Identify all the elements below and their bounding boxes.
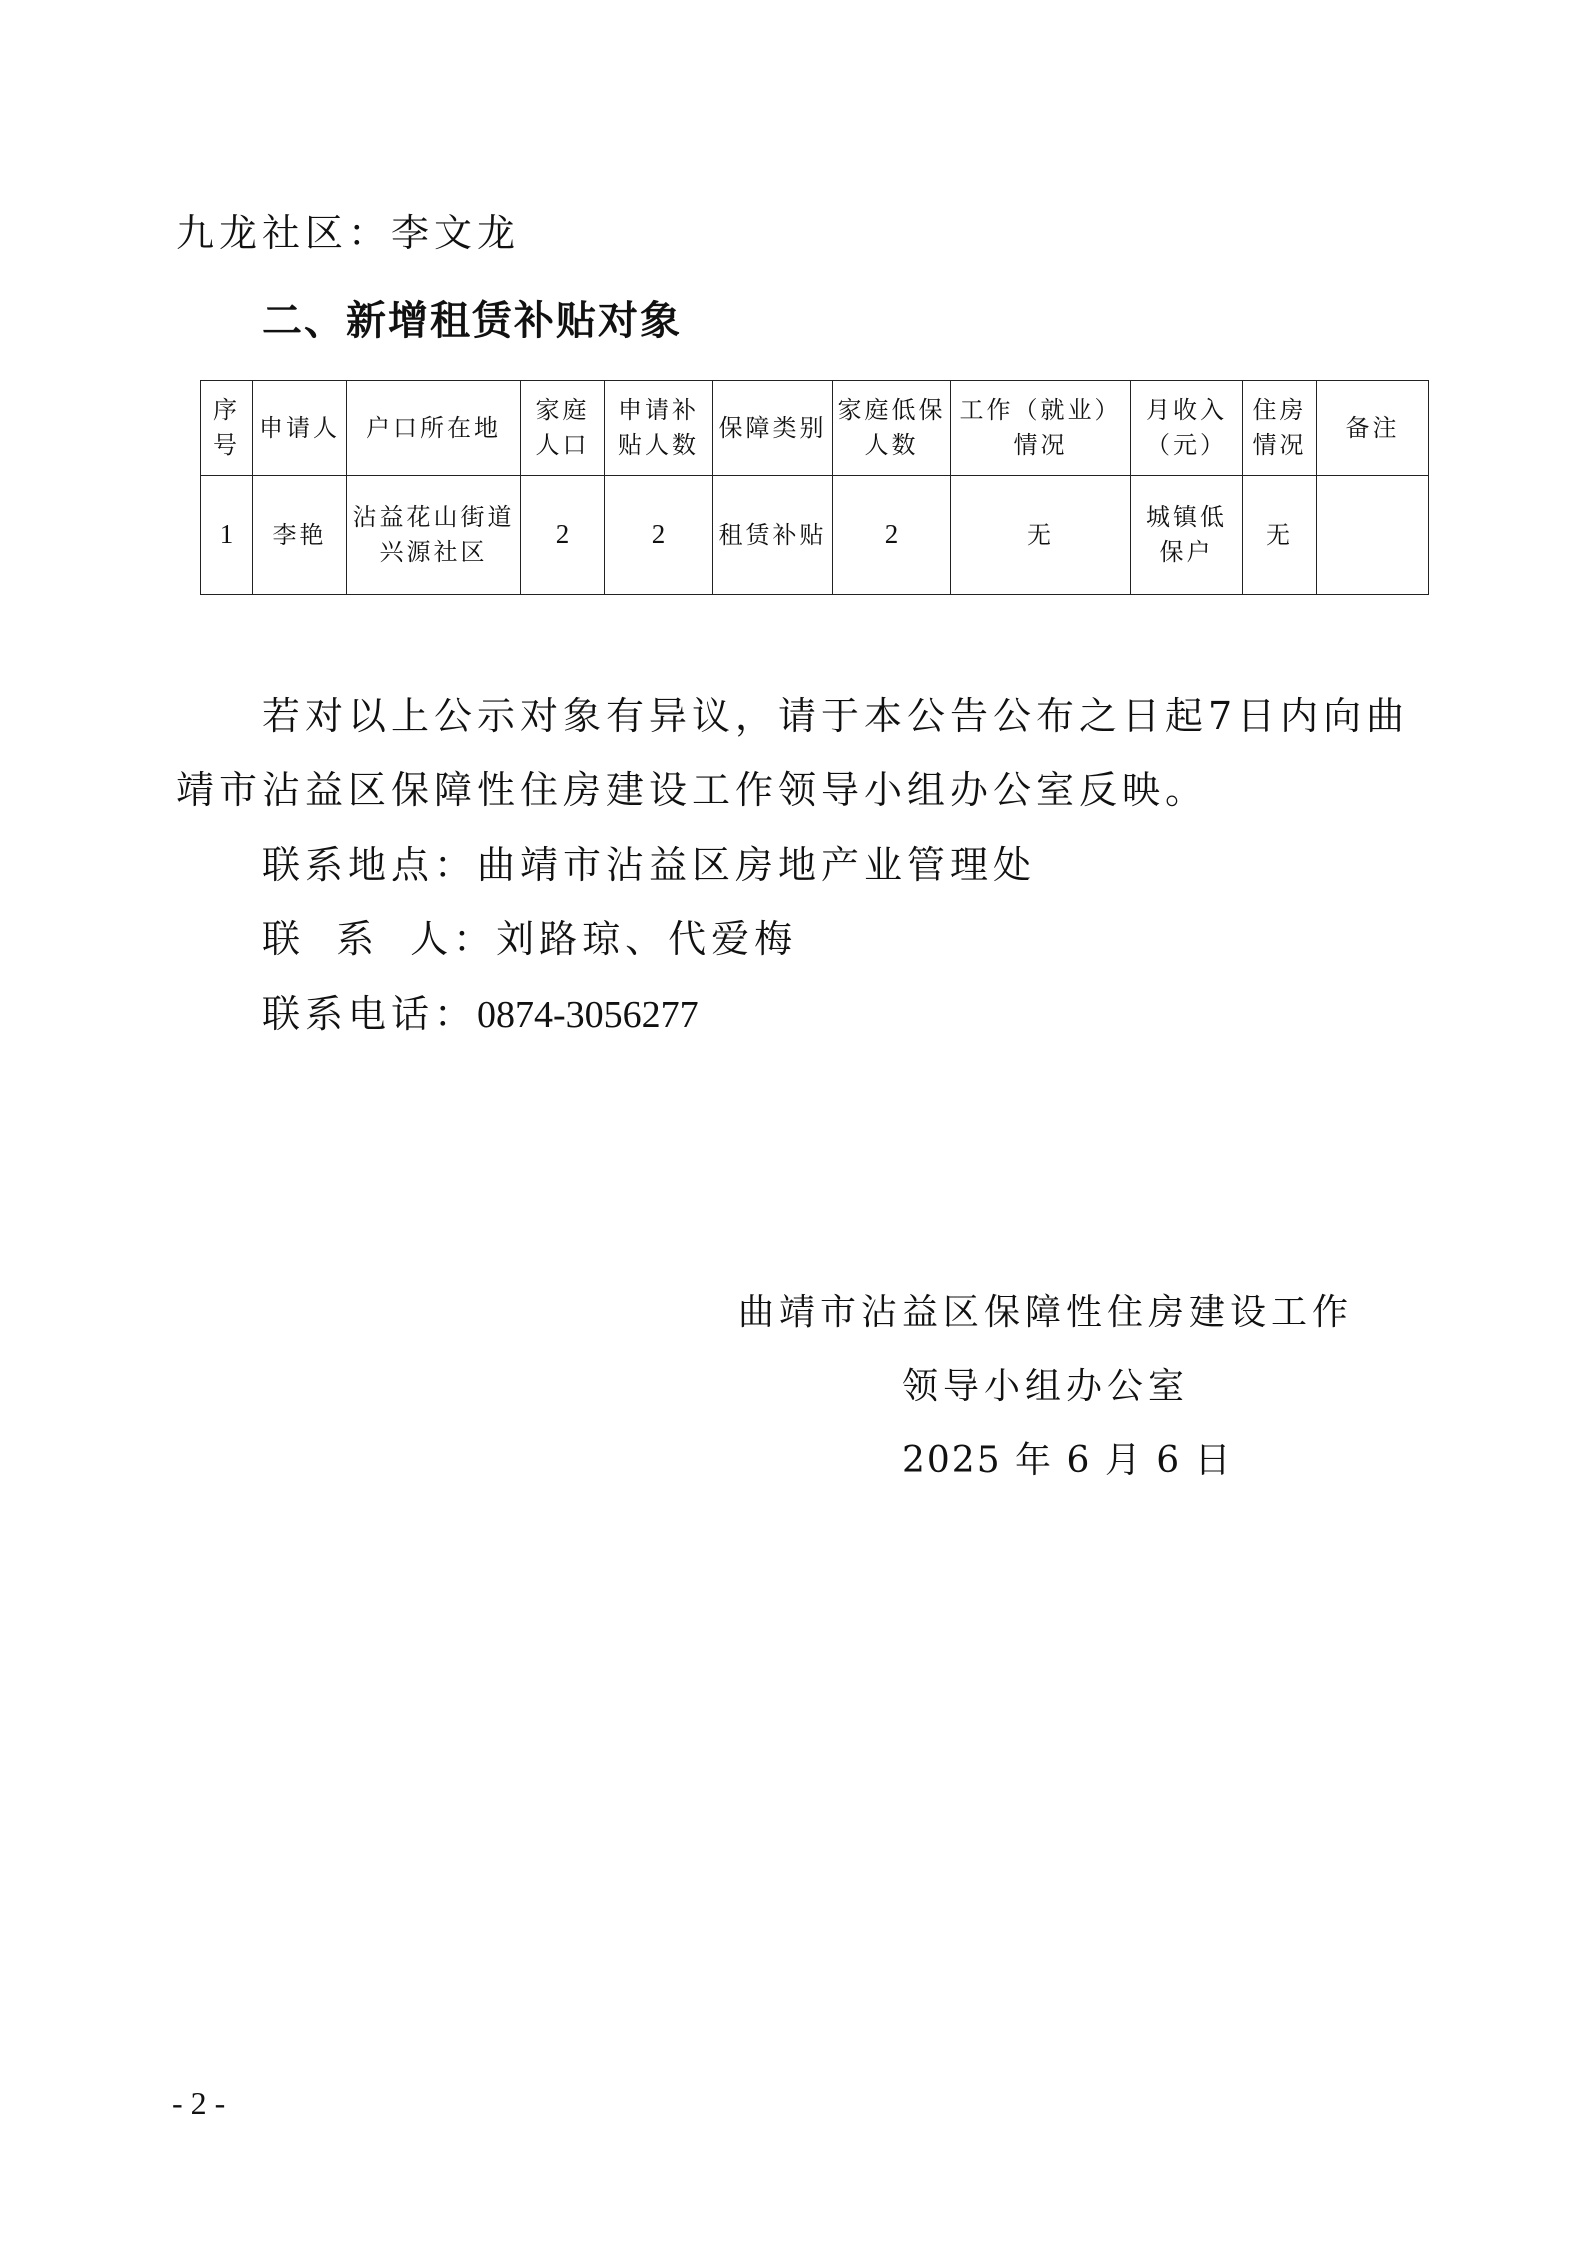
header-cell-household-registration: 户口所在地 (347, 381, 521, 476)
header-cell-applicant: 申请人 (253, 381, 347, 476)
signature-org-line-2: 领导小组办公室 (902, 1366, 1190, 1407)
page-number: - 2 - (172, 2085, 226, 2121)
cell-remarks (1317, 476, 1429, 595)
cell-applicant: 李艳 (253, 476, 347, 595)
header-cell-serial: 序号 (201, 381, 253, 476)
header-cell-remarks: 备注 (1317, 381, 1429, 476)
contact-person: 联 系 人：刘路琼、代爱梅 (262, 917, 798, 961)
header-cell-subsidy-count: 申请补贴人数 (605, 381, 713, 476)
cell-employment: 无 (951, 476, 1131, 595)
header-cell-low-income-count: 家庭低保人数 (833, 381, 951, 476)
cell-category: 租赁补贴 (713, 476, 833, 595)
header-cell-employment: 工作（就业）情况 (951, 381, 1131, 476)
header-cell-monthly-income: 月收入（元） (1131, 381, 1243, 476)
cell-serial: 1 (201, 476, 253, 595)
cell-housing: 无 (1243, 476, 1317, 595)
cell-subsidy-count: 2 (605, 476, 713, 595)
contact-phone-line (262, 992, 699, 1036)
section-heading: 二、新增租赁补贴对象 (262, 298, 682, 344)
contact-address: 联系地点：曲靖市沾益区房地产业管理处 (262, 843, 1037, 887)
subsidy-table (200, 380, 1429, 595)
signature-org-line-1: 曲靖市沾益区保障性住房建设工作 (738, 1292, 1354, 1333)
header-cell-housing: 住房情况 (1243, 381, 1317, 476)
table-row (201, 476, 1429, 595)
cell-low-income-count: 2 (833, 476, 951, 595)
cell-household-registration: 沾益花山街道兴源社区 (347, 476, 521, 595)
intro-line: 九龙社区：李文龙 (176, 211, 521, 255)
contact-phone-label: 联系电话： (262, 992, 478, 1036)
table-header-row (201, 381, 1429, 476)
notice-line-2: 靖市沾益区保障性住房建设工作领导小组办公室反映。 (176, 768, 1209, 812)
signature-date: 2025 年 6 月 6 日 (902, 1440, 1233, 1481)
contact-phone-number: 0874-3056277 (477, 994, 699, 1036)
cell-family-size: 2 (521, 476, 605, 595)
header-cell-family-size: 家庭人口 (521, 381, 605, 476)
notice-line-1: 若对以上公示对象有异议，请于本公告公布之日起7日内向曲 (262, 694, 1410, 738)
cell-monthly-income: 城镇低保户 (1131, 476, 1243, 595)
header-cell-category: 保障类别 (713, 381, 833, 476)
